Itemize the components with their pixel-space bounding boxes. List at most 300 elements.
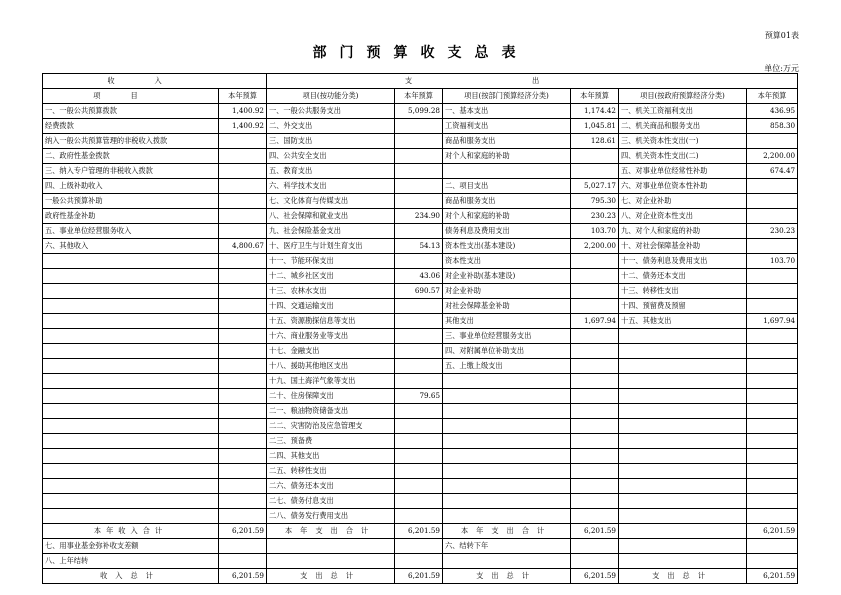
func-item: 十四、交通运输支出 (267, 299, 395, 314)
gov-item (619, 509, 747, 524)
table-row (43, 464, 798, 479)
gov-budget (747, 134, 798, 149)
income-item (43, 359, 219, 374)
income-budget (219, 404, 267, 419)
income-item: 四、上级补助收入 (43, 179, 219, 194)
income-item: 六、其他收入 (43, 239, 219, 254)
income-item (43, 314, 219, 329)
func-item: 十八、援助其他地区支出 (267, 359, 395, 374)
income-budget (219, 539, 267, 554)
gov-budget (747, 209, 798, 224)
dept-item: 对企业补助 (443, 284, 571, 299)
gov-item (619, 539, 747, 554)
dept-budget: 1,174.42 (571, 104, 619, 119)
table-row (43, 314, 798, 329)
gov-budget (747, 269, 798, 284)
table-row (43, 374, 798, 389)
func-budget: 43.06 (395, 269, 443, 284)
income-budget (219, 224, 267, 239)
func-budget (395, 494, 443, 509)
func-item (267, 539, 395, 554)
dept-item: 六、结转下年 (443, 539, 571, 554)
income-item: 五、事业单位经营服务收入 (43, 224, 219, 239)
gov-budget (747, 554, 798, 569)
table-row (43, 224, 798, 239)
income-item: 纳入一般公共预算管理的非税收入拨款 (43, 134, 219, 149)
table-row (43, 164, 798, 179)
gov-item: 十一、债务利息及费用支出 (619, 254, 747, 269)
income-item (43, 449, 219, 464)
income-budget (219, 329, 267, 344)
gov-item (619, 329, 747, 344)
gov-budget (747, 239, 798, 254)
table-row (43, 149, 798, 164)
dept-item (443, 404, 571, 419)
func-item: 三、国防支出 (267, 134, 395, 149)
gov-budget (747, 344, 798, 359)
dept-item (443, 374, 571, 389)
func-budget (395, 224, 443, 239)
gov-item (619, 449, 747, 464)
gov-budget (747, 179, 798, 194)
gov-item (619, 494, 747, 509)
dept-item (443, 479, 571, 494)
table-row (43, 239, 798, 254)
income-budget (219, 314, 267, 329)
header-row-2 (43, 89, 798, 104)
dept-item (443, 434, 571, 449)
func-item: 十一、节能环保支出 (267, 254, 395, 269)
table-row (43, 404, 798, 419)
dept-item: 二、项目支出 (443, 179, 571, 194)
dept-budget (571, 494, 619, 509)
income-item: 三、纳入专户管理的非税收入拨款 (43, 164, 219, 179)
income-budget (219, 179, 267, 194)
table-row (43, 104, 798, 119)
dept-item-header: 项目(按部门预算经济分类) (443, 89, 571, 104)
gov-item (619, 389, 747, 404)
dept-grand-value: 6,201.59 (571, 569, 619, 584)
table-row (43, 179, 798, 194)
dept-item: 三、事业单位经营服务支出 (443, 329, 571, 344)
gov-budget (747, 404, 798, 419)
func-item: 二七、债务付息支出 (267, 494, 395, 509)
func-budget (395, 539, 443, 554)
func-grand-label: 支出总计 (267, 569, 395, 584)
dept-budget (571, 344, 619, 359)
income-item (43, 464, 219, 479)
income-item (43, 404, 219, 419)
gov-budget: 103.70 (747, 254, 798, 269)
gov-budget (747, 284, 798, 299)
func-budget (395, 329, 443, 344)
budget-header: 本年预算 (395, 89, 443, 104)
gov-item: 五、对事业单位经常性补助 (619, 164, 747, 179)
income-total-value: 6,201.59 (219, 524, 267, 539)
gov-item (619, 359, 747, 374)
gov-item: 十三、转移性支出 (619, 284, 747, 299)
dept-budget (571, 554, 619, 569)
dept-budget (571, 539, 619, 554)
income-budget (219, 299, 267, 314)
income-budget (219, 464, 267, 479)
income-budget (219, 449, 267, 464)
func-budget (395, 554, 443, 569)
func-item: 二一、粮油物资储备支出 (267, 404, 395, 419)
gov-budget (747, 434, 798, 449)
dept-item (443, 554, 571, 569)
income-item: 政府性基金补助 (43, 209, 219, 224)
func-item: 十六、商业服务业等支出 (267, 329, 395, 344)
income-budget (219, 479, 267, 494)
income-item (43, 389, 219, 404)
func-item: 八、社会保障和就业支出 (267, 209, 395, 224)
dept-item (443, 494, 571, 509)
income-header: 收入 (43, 74, 267, 89)
dept-item: 商品和服务支出 (443, 194, 571, 209)
func-item: 二三、预备费 (267, 434, 395, 449)
form-code: 预算01表 (764, 31, 799, 40)
income-budget (219, 194, 267, 209)
func-budget (395, 314, 443, 329)
gov-item (619, 479, 747, 494)
func-item (267, 554, 395, 569)
dept-item: 对个人和家庭的补助 (443, 149, 571, 164)
dept-item: 商品和服务支出 (443, 134, 571, 149)
income-budget (219, 434, 267, 449)
func-budget (395, 509, 443, 524)
func-budget (395, 464, 443, 479)
func-item: 二二、灾害防治及应急管理支 (267, 419, 395, 434)
func-item: 二六、债务还本支出 (267, 479, 395, 494)
func-item: 十七、金融支出 (267, 344, 395, 359)
func-item: 六、科学技术支出 (267, 179, 395, 194)
func-budget (395, 299, 443, 314)
gov-item (619, 344, 747, 359)
dept-budget (571, 509, 619, 524)
func-item: 二五、转移性支出 (267, 464, 395, 479)
dept-budget (571, 434, 619, 449)
dept-budget: 1,045.81 (571, 119, 619, 134)
dept-item: 五、上缴上级支出 (443, 359, 571, 374)
income-budget: 1,400.92 (219, 119, 267, 134)
income-item (43, 254, 219, 269)
income-budget (219, 509, 267, 524)
dept-budget (571, 419, 619, 434)
dept-budget (571, 359, 619, 374)
func-budget (395, 449, 443, 464)
income-budget (219, 209, 267, 224)
func-item: 十、医疗卫生与计划生育支出 (267, 239, 395, 254)
budget-table-body (43, 74, 798, 584)
func-budget (395, 254, 443, 269)
gov-item (619, 404, 747, 419)
dept-item (443, 509, 571, 524)
table-row (43, 389, 798, 404)
func-budget (395, 164, 443, 179)
income-grand-value: 6,201.59 (219, 569, 267, 584)
func-budget (395, 344, 443, 359)
dept-item (443, 389, 571, 404)
income-budget (219, 494, 267, 509)
gov-item (619, 464, 747, 479)
table-row (43, 419, 798, 434)
income-item (43, 344, 219, 359)
func-budget: 79.65 (395, 389, 443, 404)
dept-item: 一、基本支出 (443, 104, 571, 119)
income-item (43, 494, 219, 509)
dept-item: 资本性支出 (443, 254, 571, 269)
func-budget (395, 119, 443, 134)
dept-budget (571, 284, 619, 299)
func-item: 二十、住房保障支出 (267, 389, 395, 404)
income-grand-label: 收入总计 (43, 569, 219, 584)
income-budget (219, 554, 267, 569)
func-budget: 234.90 (395, 209, 443, 224)
income-item (43, 329, 219, 344)
budget-header: 本年预算 (219, 89, 267, 104)
func-budget (395, 149, 443, 164)
income-budget (219, 374, 267, 389)
table-row (43, 269, 798, 284)
income-item (43, 479, 219, 494)
table-row (43, 254, 798, 269)
dept-budget: 795.30 (571, 194, 619, 209)
gov-budget (747, 539, 798, 554)
func-item-header: 项目(按功能分类) (267, 89, 395, 104)
gov-budget: 436.95 (747, 104, 798, 119)
gov-grand-value: 6,201.59 (747, 569, 798, 584)
func-item: 十二、城乡社区支出 (267, 269, 395, 284)
dept-budget (571, 389, 619, 404)
unit-label: 单位:万元 (764, 64, 799, 73)
table-row (43, 119, 798, 134)
func-budget: 54.13 (395, 239, 443, 254)
func-item: 二八、债务发行费用支出 (267, 509, 395, 524)
income-item (43, 419, 219, 434)
table-row (43, 554, 798, 569)
income-item: 二、政府性基金拨款 (43, 149, 219, 164)
income-item: 一、一般公共预算拨款 (43, 104, 219, 119)
dept-total-label: 本年支出合计 (443, 524, 571, 539)
income-budget (219, 149, 267, 164)
func-budget: 690.57 (395, 284, 443, 299)
table-row (43, 344, 798, 359)
income-item (43, 284, 219, 299)
income-item: 经费拨款 (43, 119, 219, 134)
income-budget (219, 344, 267, 359)
func-budget (395, 419, 443, 434)
gov-budget: 674.47 (747, 164, 798, 179)
gov-item: 二、机关商品和服务支出 (619, 119, 747, 134)
func-grand-value: 6,201.59 (395, 569, 443, 584)
table-row (43, 329, 798, 344)
income-budget (219, 134, 267, 149)
table-row (43, 539, 798, 554)
dept-budget (571, 149, 619, 164)
page-title: 部门预算收支总表 (312, 45, 529, 61)
gov-budget (747, 509, 798, 524)
gov-item (619, 374, 747, 389)
gov-item (619, 419, 747, 434)
dept-item (443, 464, 571, 479)
gov-item: 十五、其他支出 (619, 314, 747, 329)
total-row (43, 524, 798, 539)
dept-item (443, 164, 571, 179)
func-item: 九、社会保险基金支出 (267, 224, 395, 239)
dept-item: 其他支出 (443, 314, 571, 329)
expense-header: 支出 (267, 74, 798, 89)
dept-budget (571, 254, 619, 269)
dept-budget (571, 329, 619, 344)
dept-budget: 1,697.94 (571, 314, 619, 329)
gov-budget (747, 479, 798, 494)
dept-item: 工资福利支出 (443, 119, 571, 134)
func-item: 二、外交支出 (267, 119, 395, 134)
gov-item-header: 项目(按政府预算经济分类) (619, 89, 747, 104)
gov-budget (747, 464, 798, 479)
gov-item: 十二、债务还本支出 (619, 269, 747, 284)
func-total-value: 6,201.59 (395, 524, 443, 539)
dept-budget: 2,200.00 (571, 239, 619, 254)
income-item (43, 509, 219, 524)
table-row (43, 494, 798, 509)
gov-budget: 1,697.94 (747, 314, 798, 329)
table-row (43, 359, 798, 374)
income-item: 一般公共预算补助 (43, 194, 219, 209)
func-budget (395, 359, 443, 374)
gov-item: 六、对事业单位资本性补助 (619, 179, 747, 194)
income-item (43, 299, 219, 314)
gov-item: 三、机关资本性支出(一) (619, 134, 747, 149)
gov-total-label (619, 524, 747, 539)
gov-budget (747, 299, 798, 314)
gov-budget (747, 359, 798, 374)
gov-item (619, 554, 747, 569)
func-item: 十九、国土海洋气象等支出 (267, 374, 395, 389)
gov-total-value: 6,201.59 (747, 524, 798, 539)
gov-item: 七、对企业补助 (619, 194, 747, 209)
dept-budget (571, 479, 619, 494)
table-row (43, 509, 798, 524)
func-budget (395, 179, 443, 194)
gov-item: 九、对个人和家庭的补助 (619, 224, 747, 239)
dept-item (443, 419, 571, 434)
dept-budget: 5,027.17 (571, 179, 619, 194)
func-budget (395, 134, 443, 149)
gov-budget: 230.23 (747, 224, 798, 239)
income-budget (219, 284, 267, 299)
table-row (43, 479, 798, 494)
gov-budget (747, 419, 798, 434)
income-item (43, 374, 219, 389)
gov-budget (747, 374, 798, 389)
income-budget: 1,400.92 (219, 104, 267, 119)
table-row (43, 209, 798, 224)
dept-budget (571, 299, 619, 314)
gov-item (619, 434, 747, 449)
income-budget (219, 269, 267, 284)
func-item: 十三、农林水支出 (267, 284, 395, 299)
dept-item: 债务利息及费用支出 (443, 224, 571, 239)
gov-budget: 2,200.00 (747, 149, 798, 164)
income-budget (219, 359, 267, 374)
item-header: 项目 (43, 89, 219, 104)
dept-budget (571, 269, 619, 284)
table-row (43, 434, 798, 449)
func-item: 四、公共安全支出 (267, 149, 395, 164)
dept-budget (571, 449, 619, 464)
func-item: 一、一般公共服务支出 (267, 104, 395, 119)
gov-item: 一、机关工资福利支出 (619, 104, 747, 119)
gov-grand-label: 支出总计 (619, 569, 747, 584)
dept-item: 对个人和家庭的补助 (443, 209, 571, 224)
func-budget (395, 374, 443, 389)
func-budget (395, 194, 443, 209)
income-total-label: 本年收入合计 (43, 524, 219, 539)
budget-header: 本年预算 (571, 89, 619, 104)
gov-item: 八、对企业资本性支出 (619, 209, 747, 224)
func-item: 二四、其他支出 (267, 449, 395, 464)
dept-item: 对企业补助(基本建设) (443, 269, 571, 284)
budget-header: 本年预算 (747, 89, 798, 104)
dept-grand-label: 支出总计 (443, 569, 571, 584)
dept-budget (571, 374, 619, 389)
dept-item: 对社会保障基金补助 (443, 299, 571, 314)
gov-item: 十四、预留费及预留 (619, 299, 747, 314)
gov-budget (747, 329, 798, 344)
gov-item: 四、机关资本性支出(二) (619, 149, 747, 164)
gov-budget (747, 449, 798, 464)
income-budget: 4,800.67 (219, 239, 267, 254)
header-row-1 (43, 74, 798, 89)
dept-budget: 230.23 (571, 209, 619, 224)
income-item: 八、上年结转 (43, 554, 219, 569)
income-budget (219, 164, 267, 179)
income-item (43, 434, 219, 449)
table-row (43, 299, 798, 314)
func-item: 五、教育支出 (267, 164, 395, 179)
income-item: 七、用事业基金弥补收支差额 (43, 539, 219, 554)
table-row (43, 194, 798, 209)
table-row (43, 284, 798, 299)
func-item: 十五、资源勘探信息等支出 (267, 314, 395, 329)
table-row (43, 134, 798, 149)
func-item: 七、文化体育与传媒支出 (267, 194, 395, 209)
income-budget (219, 389, 267, 404)
dept-budget (571, 464, 619, 479)
budget-table (42, 73, 798, 584)
gov-budget (747, 194, 798, 209)
dept-budget: 103.70 (571, 224, 619, 239)
gov-item: 十、对社会保障基金补助 (619, 239, 747, 254)
grand-total-row (43, 569, 798, 584)
dept-budget (571, 404, 619, 419)
dept-budget (571, 164, 619, 179)
func-budget (395, 404, 443, 419)
func-budget: 5,099.28 (395, 104, 443, 119)
gov-budget: 858.30 (747, 119, 798, 134)
func-budget (395, 479, 443, 494)
func-budget (395, 434, 443, 449)
func-total-label: 本年支出合计 (267, 524, 395, 539)
income-budget (219, 254, 267, 269)
gov-budget (747, 389, 798, 404)
dept-item: 资本性支出(基本建设) (443, 239, 571, 254)
income-item (43, 269, 219, 284)
dept-item (443, 449, 571, 464)
table-row (43, 449, 798, 464)
